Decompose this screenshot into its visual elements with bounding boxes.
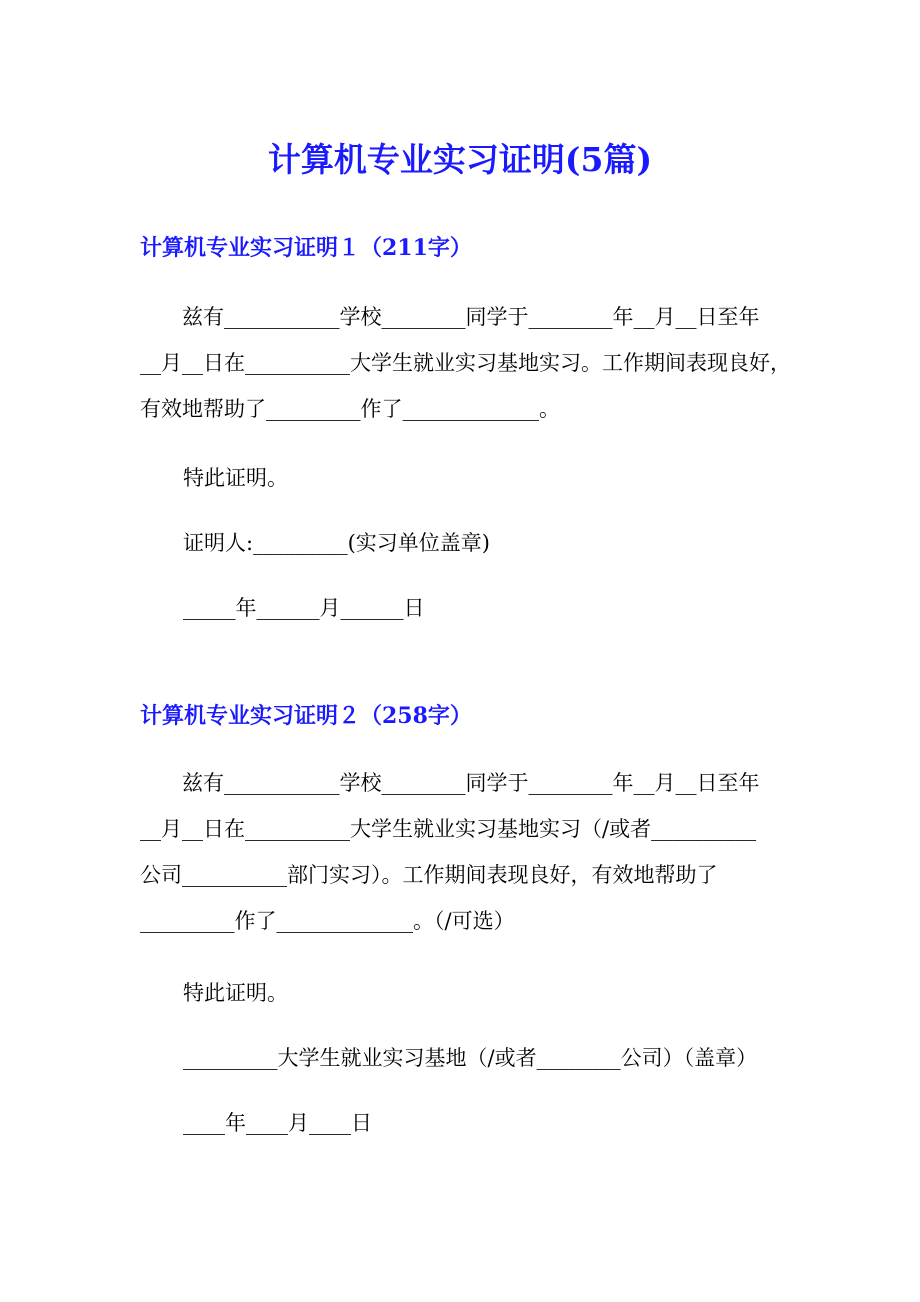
section-1-signature: 证明人:_________(实习单位盖章) [183, 531, 490, 555]
section-2-closing: 特此证明。 [183, 981, 288, 1005]
section-1-body-line-3: 有效地帮助了_________作了_____________。 [140, 397, 560, 421]
section-1-heading: 计算机专业实习证明１（211字） [140, 235, 472, 261]
section-2-body-line-3: 公司__________部门实习）。工作期间表现良好，有效地帮助了 [140, 863, 718, 887]
section-2-body [140, 760, 790, 944]
section-1-body-line-2: __月__日在__________大学生就业实习基地实习。工作期间表现良好， [140, 351, 791, 375]
section-1-body [140, 294, 790, 432]
section-2-body-line-4: _________作了_____________。（/可选） [140, 909, 515, 933]
section-2-date: ____年____月____日 [183, 1111, 372, 1135]
document-title: 计算机专业实习证明(5篇) [267, 140, 653, 179]
section-1-closing: 特此证明。 [183, 466, 288, 490]
section-1-date: _____年______月______日 [183, 596, 425, 620]
section-2-body-line-1: 兹有___________学校________同学于________年__月__日至年 [140, 771, 760, 795]
section-2-signature: _________大学生就业实习基地（/或者________公司）（盖章） [183, 1046, 758, 1070]
section-2-body-line-2: __月__日在__________大学生就业实习基地实习（/或者__________ [140, 817, 757, 841]
section-1-body-line-1: 兹有___________学校________同学于________年__月__日至年 [140, 305, 760, 329]
section-2-heading: 计算机专业实习证明２（258字） [140, 703, 472, 729]
